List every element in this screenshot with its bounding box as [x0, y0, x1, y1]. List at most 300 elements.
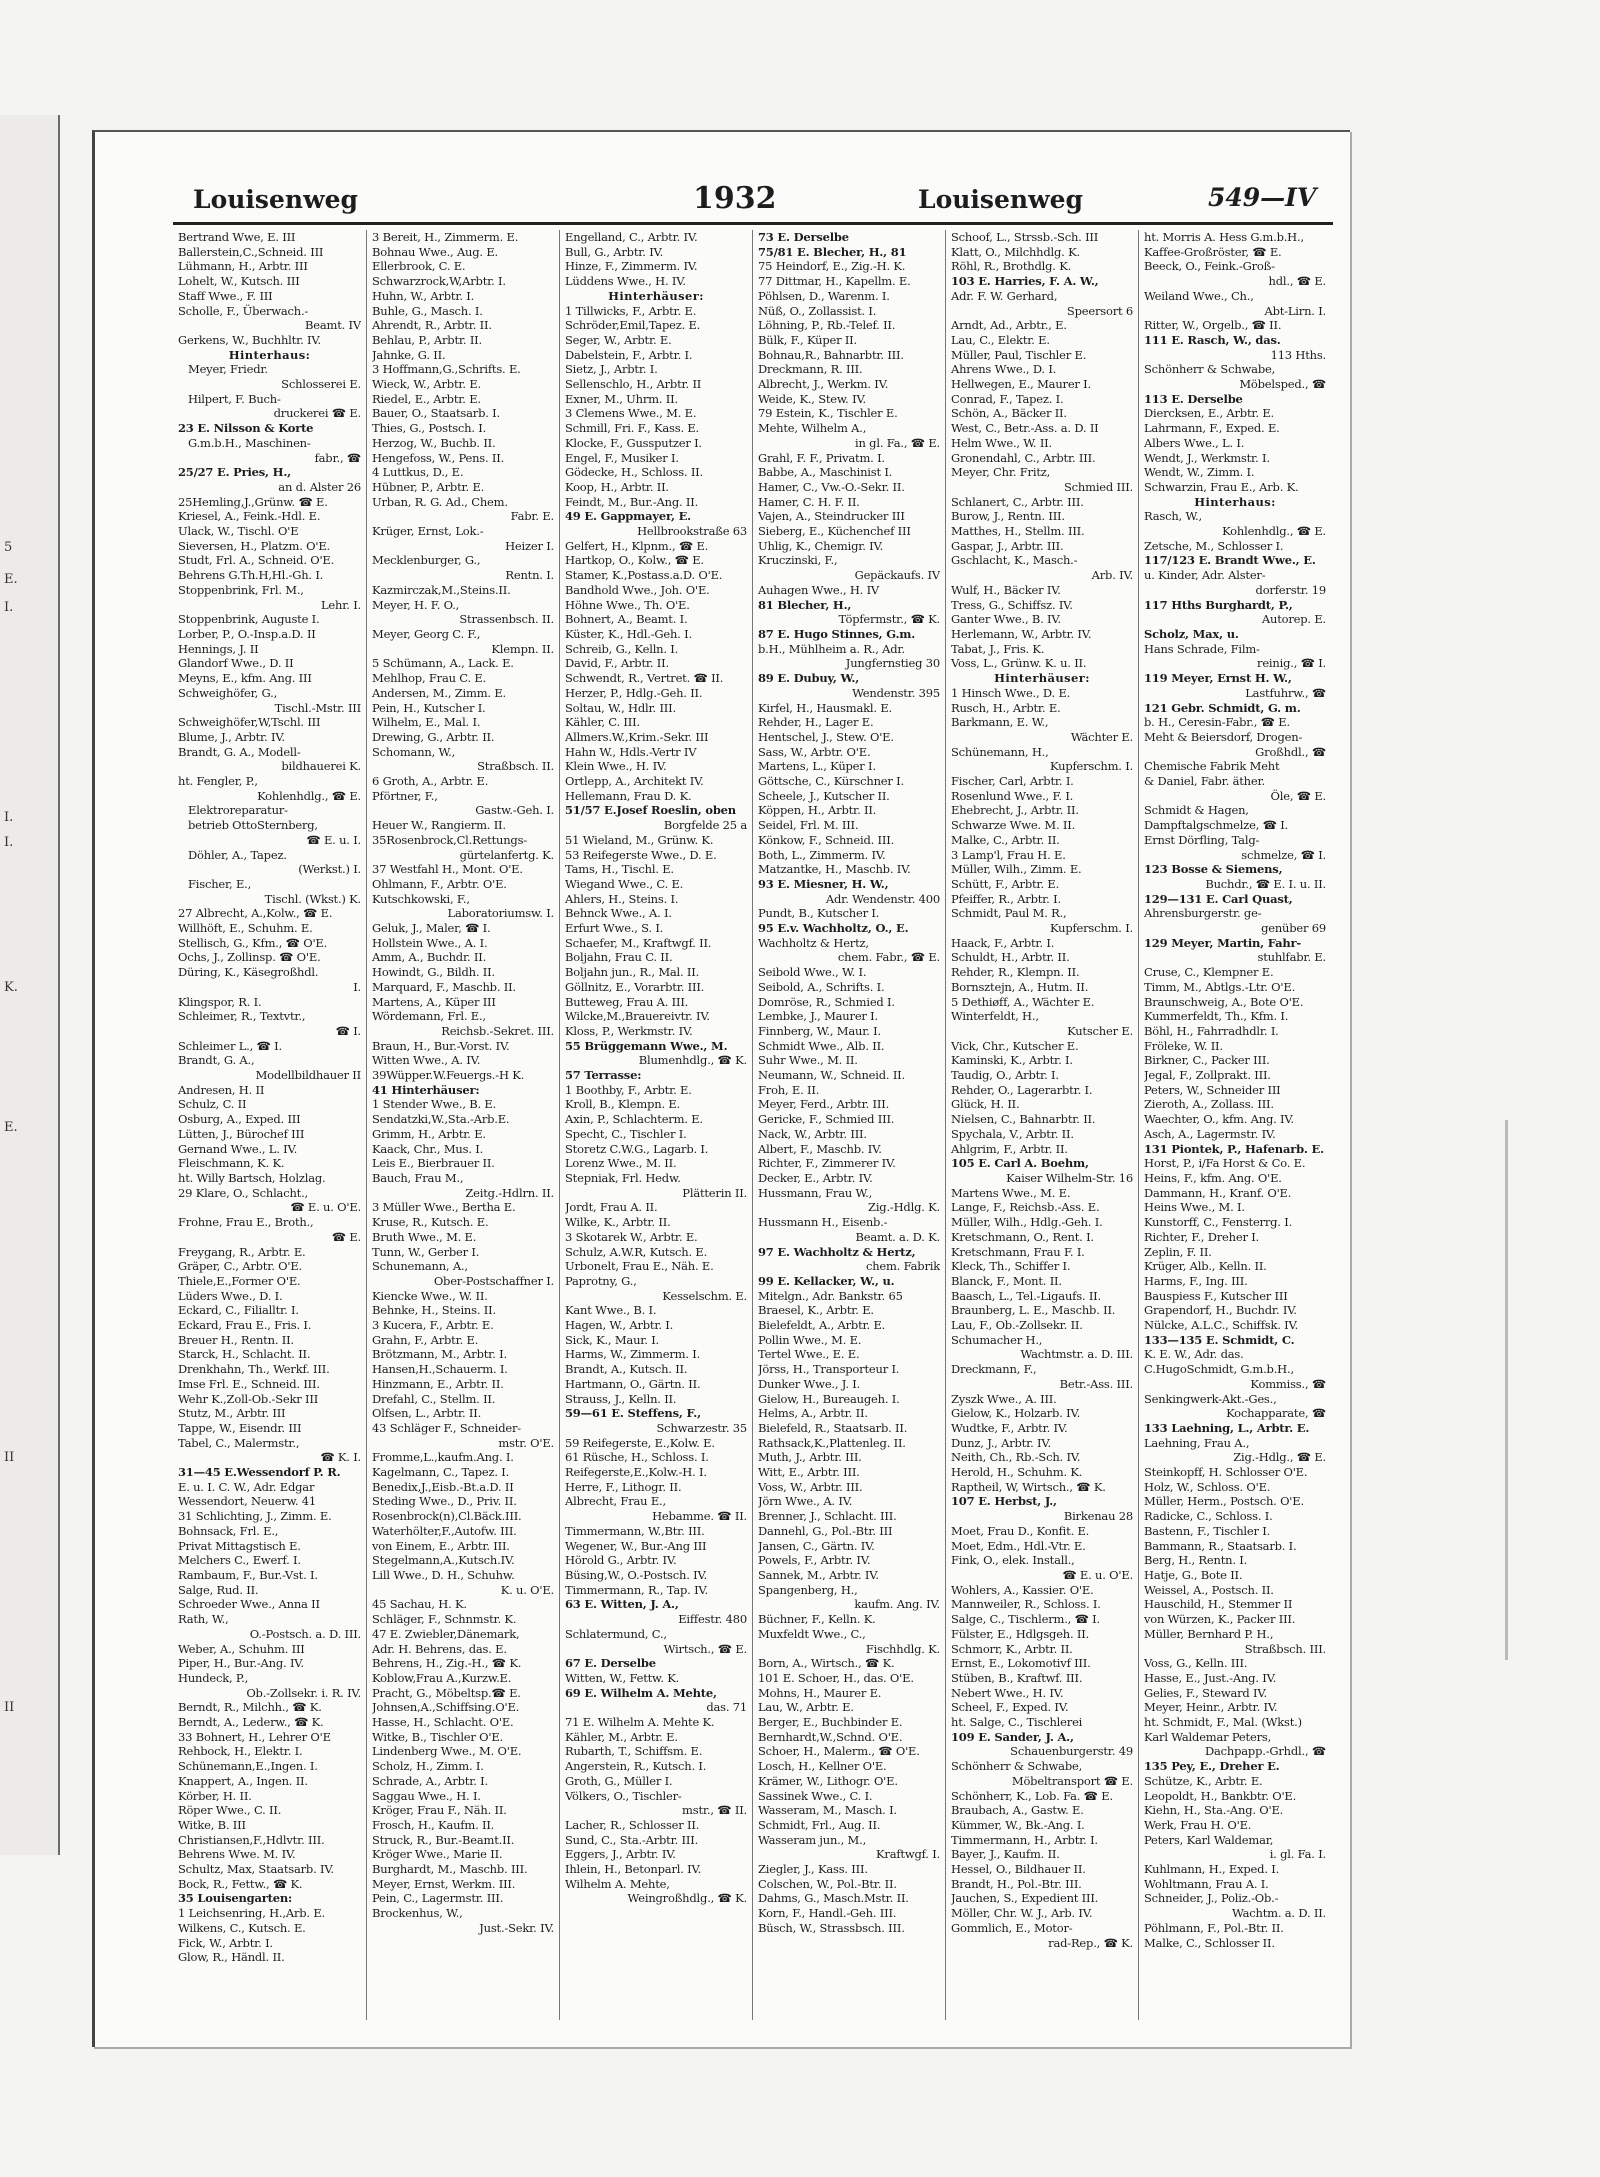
directory-entry: Herre, F., Lithogr. II. [565, 1479, 682, 1494]
directory-entry: Hellwegen, E., Maurer I. [951, 377, 1091, 392]
directory-entry: Könkow, F., Schneid. III. [758, 832, 895, 847]
directory-entry: Hilpert, F. Buch- [188, 391, 281, 406]
directory-entry: Richter, F., Zimmerer IV. [758, 1156, 896, 1171]
directory-entry: Starck, H., Schlacht. II. [178, 1347, 311, 1362]
directory-entry: Burghardt, M., Maschb. III. [372, 1862, 528, 1877]
directory-entry: Buhle, G., Masch. I. [372, 303, 483, 318]
directory-entry: Schuldt, H., Arbtr. II. [951, 950, 1070, 965]
directory-entry: Nebert Wwe., H. IV. [951, 1685, 1064, 1700]
directory-entry: Wilcke,M.,Brauereivtr. IV. [565, 1009, 710, 1024]
directory-entry: Chemische Fabrik Meht [1144, 759, 1280, 774]
directory-entry: Hübner, P., Arbtr. E. [372, 479, 485, 494]
directory-entry: Ahrendt, R., Arbtr. II. [372, 318, 492, 333]
directory-entry: Braesel, K., Arbtr. E. [758, 1303, 874, 1318]
directory-entry: Gommlich, E., Motor- [951, 1920, 1073, 1935]
directory-entry: Angerstein, R., Kutsch. I. [565, 1759, 707, 1774]
directory-entry: Waterhölter,F.,Autofw. III. [372, 1523, 517, 1538]
directory-entry: Grimm, H., Arbtr. E. [372, 1126, 486, 1141]
directory-entry: Eckard, C., Filialltr. I. [178, 1303, 299, 1318]
directory-entry: Büsing,W., O.-Postsch. IV. [565, 1567, 708, 1582]
directory-entry: 79 Estein, K., Tischler E. [758, 406, 898, 421]
directory-entry: Rehder, R., Klempn. II. [951, 965, 1080, 980]
directory-entry: Glück, H. II. [951, 1097, 1020, 1112]
directory-entry: Pfeiffer, R., Arbtr. I. [951, 891, 1061, 906]
directory-entry: Buchdr., ☎ E. I. u. II. [1205, 876, 1326, 891]
directory-entry: Bertrand Wwe, E. III [178, 230, 296, 244]
directory-entry: Hentschel, J., Stew. O'E. [758, 729, 894, 744]
directory-entry: Groth, G., Müller I. [565, 1773, 673, 1788]
directory-entry: 3 Lamp'l, Frau H. E. [951, 847, 1066, 862]
directory-entry: betrieb OttoSternberg, [188, 818, 318, 833]
directory-entry: Wiegand Wwe., C. E. [565, 876, 684, 891]
directory-entry: Meyer, Friedr. [188, 362, 268, 377]
directory-entry: Stüben, B., Kraftwf. III. [951, 1670, 1083, 1685]
directory-entry: Rehder, H., Lager E. [758, 715, 874, 730]
directory-entry: Holz, W., Schloss. O'E. [1144, 1479, 1271, 1494]
directory-entry: Brenner, J., Schlacht. III. [758, 1509, 897, 1524]
directory-entry: Burow, J., Rentn. III. [951, 509, 1065, 524]
directory-entry: 129—131 E. Carl Quast, [1144, 891, 1293, 906]
facing-page-fragment: I. [4, 810, 14, 825]
directory-entry: genüber 69 [1261, 921, 1326, 936]
directory-entry: Moet, Edm., Hdl.-Vtr. E. [951, 1538, 1086, 1553]
directory-entry: Klempn. II. [491, 641, 554, 656]
directory-entry: Wasseram, M., Masch. I. [758, 1803, 897, 1818]
directory-entry: Domröse, R., Schmied I. [758, 994, 895, 1009]
directory-entry: Röper Wwe., C. II. [178, 1803, 282, 1818]
directory-entry: Ritter, W., Orgelb., ☎ II. [1144, 318, 1282, 333]
directory-entry: Kröger, Frau F., Näh. II. [372, 1803, 507, 1818]
directory-entry: Herzog, W., Buchb. II. [372, 435, 496, 450]
directory-entry: Ihlein, H., Betonparl. IV. [565, 1862, 702, 1877]
directory-entry: Hans Schrade, Film- [1144, 641, 1260, 656]
directory-entry: I. [353, 979, 361, 994]
directory-entry: 113 Hths. [1270, 347, 1326, 362]
directory-entry: 117/123 E. Brandt Wwe., E. [1144, 553, 1316, 568]
directory-entry: 133—135 E. Schmidt, C. [1144, 1332, 1295, 1347]
directory-entry: Schwarzrock,W,Arbtr. I. [372, 274, 506, 289]
directory-entry: Schleimer L., ☎ I. [178, 1038, 282, 1053]
directory-entry: Stegelmann,A.,Kutsch.IV. [372, 1553, 515, 1568]
directory-entry: Drewing, G., Arbtr. II. [372, 729, 495, 744]
directory-entry: Frohne, Frau E., Broth., [178, 1215, 314, 1230]
directory-entry: Schmidt, Paul M. R., [951, 906, 1067, 921]
directory-entry: Timmermann, R., Tap. IV. [565, 1582, 708, 1597]
directory-entry: Witke, B. III [178, 1817, 246, 1832]
directory-entry: Jordt, Frau A. II. [565, 1200, 658, 1215]
directory-entry: Bastenn, F., Tischler I. [1144, 1523, 1271, 1538]
directory-entry: Braubach, A., Gastw. E. [951, 1803, 1084, 1818]
directory-entry: Boljahn jun., R., Mal. II. [565, 965, 700, 980]
directory-entry: Nülcke, A.L.C., Schiffsk. IV. [1144, 1318, 1299, 1333]
directory-entry: Nack, W., Arbtr. III. [758, 1126, 867, 1141]
directory-entry: Kutschkowski, F., [372, 891, 470, 906]
directory-entry: Lorber, P., O.-Insp.a.D. II [178, 626, 316, 641]
directory-entry: Behrens Wwe. M. IV. [178, 1847, 296, 1862]
directory-entry: Göttsche, C., Kürschner I. [758, 774, 904, 789]
directory-entry: Schmill, Fri. F., Kass. E. [565, 421, 700, 436]
directory-entry: Frosch, H., Kaufm. II. [372, 1817, 495, 1832]
directory-entry: Behnke, H., Steins. II. [372, 1303, 496, 1318]
directory-entry: schmelze, ☎ I. [1241, 847, 1326, 862]
directory-entry: Küster, K., Hdl.-Geh. I. [565, 626, 692, 641]
directory-entry: 77 Dittmar, H., Kapellm. E. [758, 274, 911, 289]
directory-entry: Sieversen, H., Platzm. O'E. [178, 538, 330, 553]
directory-entry: Freygang, R., Arbtr. E. [178, 1244, 306, 1259]
directory-entry: 113 E. Derselbe [1144, 391, 1243, 406]
directory-entry: Cruse, C., Klempner E. [1144, 965, 1274, 980]
directory-entry: E. u. I. C. W., Adr. Edgar [178, 1479, 315, 1494]
directory-entry: Mecklenburger, G., [372, 553, 481, 568]
directory-entry: Bohnau Wwe., Aug. E. [372, 244, 498, 259]
directory-entry: Tischl. (Wkst.) K. [264, 891, 361, 906]
directory-entry: 99 E. Kellacker, W., u. [758, 1273, 895, 1288]
directory-entry: & Daniel, Fabr. äther. [1144, 774, 1265, 789]
directory-entry: Schroeder Wwe., Anna II [178, 1597, 320, 1612]
directory-entry: 69 E. Wilhelm A. Mehte, [565, 1685, 717, 1700]
directory-entry: Staff Wwe., F. III [178, 288, 273, 303]
directory-entry: Ernst Dörfling, Talg- [1144, 832, 1260, 847]
directory-entry: 121 Gebr. Schmidt, G. m. [1144, 700, 1301, 715]
directory-entry: Autorep. E. [1261, 612, 1326, 627]
directory-entry: Lau, F., Ob.-Zollsekr. II. [951, 1318, 1083, 1333]
directory-entry: Fischer, Carl, Arbtr. I. [951, 774, 1074, 789]
directory-entry: Jauchen, S., Expedient III. [951, 1891, 1099, 1906]
directory-entry: Hinze, F., Zimmerm. IV. [565, 259, 698, 274]
directory-entry: b.H., Mühlheim a. R., Adr. [758, 641, 905, 656]
directory-entry: Pundt, B., Kutscher I. [758, 906, 880, 921]
directory-entry: 133 Laehning, L., Arbtr. E. [1144, 1420, 1310, 1435]
directory-entry: 3 Kucera, F., Arbtr. E. [372, 1318, 494, 1333]
directory-entry: Harms, F., Ing. III. [1144, 1273, 1248, 1288]
directory-entry: Mannweiler, R., Schloss. I. [951, 1597, 1101, 1612]
directory-entry: 67 E. Derselbe [565, 1656, 656, 1671]
directory-entry: 119 Meyer, Ernst H. W., [1144, 671, 1292, 686]
directory-entry: 41 Hinterhäuser: [372, 1082, 480, 1097]
directory-entry: Töpfermstr., ☎ K. [838, 612, 940, 627]
facing-page-fragment: E. [4, 572, 18, 587]
directory-entry: 63 E. Witten, J. A., [565, 1597, 679, 1612]
directory-entry: Völkers, O., Tischler- [565, 1788, 682, 1803]
directory-entry: Büchner, F., Kelln. K. [758, 1612, 876, 1627]
directory-entry: Laehning, Frau A., [1144, 1435, 1250, 1450]
directory-entry: Blumenhdlg., ☎ K. [638, 1053, 747, 1068]
page-header [173, 177, 1333, 217]
directory-entry: Jörn Wwe., A. IV. [758, 1494, 853, 1509]
directory-entry: mstr. O'E. [498, 1435, 554, 1450]
directory-entry: Ulack, W., Tischl. O'E [178, 524, 299, 539]
directory-entry: Schmorr, K., Arbtr. II. [951, 1641, 1073, 1656]
directory-entry: Pracht, G., Möbeltsp.☎ E. [372, 1685, 521, 1700]
directory-column-3 [559, 230, 752, 2020]
directory-entry: Möbeltransport ☎ E. [1011, 1773, 1133, 1788]
directory-entry: Senkingwerk-Akt.-Ges., [1144, 1391, 1277, 1406]
directory-entry: Wudtke, F., Arbtr. IV. [951, 1420, 1068, 1435]
directory-entry: 49 E. Gappmayer, E. [565, 509, 691, 524]
directory-entry: stuhlfabr. E. [1257, 950, 1326, 965]
directory-entry: 31—45 E.Wessendorf P. R. [178, 1465, 341, 1480]
directory-entry: Decker, E., Arbtr. IV. [758, 1171, 873, 1185]
directory-entry: Meht & Beiersdorf, Drogen- [1144, 729, 1303, 744]
directory-entry: Beeck, O., Feink.-Groß- [1144, 259, 1275, 274]
directory-entry: Dahms, G., Masch.Mstr. II. [758, 1891, 909, 1906]
directory-entry: Adr. Wendenstr. 400 [825, 891, 940, 906]
directory-entry: 97 E. Wachholtz & Hertz, [758, 1244, 916, 1259]
directory-entry: Kiehn, H., Sta.-Ang. O'E. [1144, 1803, 1284, 1818]
directory-entry: Schultz, Max, Staatsarb. IV. [178, 1862, 334, 1877]
directory-entry: Imse Frl. E., Schneid. III. [178, 1376, 320, 1391]
facing-page-fragment: I. [4, 835, 14, 850]
directory-entry: Sass, W., Arbtr. O'E. [758, 744, 871, 759]
directory-entry: Bülk, F., Küper II. [758, 332, 857, 347]
directory-entry: Andresen, H. II [178, 1082, 265, 1097]
directory-entry: Hussmann H., Eisenb.- [758, 1215, 888, 1230]
directory-entry: Helm Wwe., W. II. [951, 435, 1052, 450]
directory-entry: 55 Brüggemann Wwe., M. [565, 1038, 728, 1053]
directory-entry: Beamt. IV [305, 318, 361, 333]
directory-entry: Behlau, P., Arbtr. II. [372, 332, 482, 347]
directory-entry: David, F., Arbtr. II. [565, 656, 669, 671]
directory-entry: gürtelanfertg. K. [459, 847, 554, 862]
directory-entry: Timmermann, W.,Btr. III. [565, 1523, 705, 1538]
directory-entry: Korn, F., Handl.-Geh. III. [758, 1906, 897, 1921]
directory-entry: Gerkens, W., Buchhltr. IV. [178, 332, 321, 347]
directory-entry: Haack, F., Arbtr. I. [951, 935, 1055, 950]
directory-entry: Behrens G.Th.H,Hl.-Gh. I. [178, 568, 324, 583]
directory-entry: 5 Dethiøff, A., Wächter E. [951, 994, 1095, 1009]
directory-entry: Müller, Wilh., Hdlg.-Geh. I. [951, 1215, 1103, 1230]
directory-entry: 73 E. Derselbe [758, 230, 849, 244]
directory-entry: Kähler, C. III. [565, 715, 640, 730]
directory-entry: 101 E. Schoer, H., das. O'E. [758, 1670, 914, 1685]
directory-entry: 3 Bereit, H., Zimmerm. E. [372, 230, 519, 244]
directory-entry: Höhne Wwe., Th. O'E. [565, 597, 690, 612]
directory-entry: Meyer, Ernst, Werkm. III. [372, 1876, 516, 1891]
directory-entry: Finnberg, W., Maur. I. [758, 1023, 881, 1038]
directory-entry: Malke, C., Schlosser II. [1144, 1935, 1275, 1950]
directory-entry: Albers Wwe., L. I. [1144, 435, 1245, 450]
directory-entry: Schmidt Wwe., Alb. II. [758, 1038, 885, 1053]
directory-entry: Seibold, A., Schrifts. I. [758, 979, 885, 994]
directory-entry: Braunschweig, A., Bote O'E. [1144, 994, 1304, 1009]
directory-entry: 4 Luttkus, D., E. [372, 465, 464, 480]
directory-entry: Hamer, C., Vw.-O.-Sekr. II. [758, 479, 905, 494]
directory-entry: Dannehl, G., Pol.-Btr. III [758, 1523, 893, 1538]
directory-entry: Bernhardt,W.,Schnd. O'E. [758, 1729, 903, 1744]
directory-entry: Gernand Wwe., L. IV. [178, 1141, 298, 1156]
directory-entry: Bielefeldt, A., Arbtr. E. [758, 1318, 886, 1333]
directory-entry: Modellbildhauer II [255, 1068, 361, 1083]
directory-entry: Lembke, J., Maurer I. [758, 1009, 878, 1024]
directory-entry: Ochs, J., Zollinsp. ☎ O'E. [178, 950, 321, 965]
directory-entry: Bruth Wwe., M. E. [372, 1229, 477, 1244]
directory-entry: Neith, Ch., Rb.-Sch. IV. [951, 1450, 1081, 1465]
directory-entry: Gräper, C., Arbtr. O'E. [178, 1259, 302, 1274]
directory-entry: Tappe, W., Eisendr. III [178, 1420, 302, 1435]
directory-entry: Schaefer, M., Kraftwgf. II. [565, 935, 712, 950]
page-number: 549—IV [1208, 183, 1317, 212]
directory-entry: Feindt, M., Bur.-Ang. II. [565, 494, 699, 509]
directory-entry: Lacher, R., Schlosser II. [565, 1817, 700, 1832]
facing-page-fragment: II [4, 1450, 15, 1465]
directory-entry: C.HugoSchmidt, G.m.b.H., [1144, 1362, 1294, 1377]
directory-entry: Kroll, B., Klempn. E. [565, 1097, 681, 1112]
directory-entry: Allmers.W.,Krim.-Sekr. III [565, 729, 709, 744]
directory-entry: Hellbrookstraße 63 [637, 524, 747, 539]
directory-entry: 51/57 E.Josef Roeslin, oben [565, 803, 736, 818]
directory-entry: Froh, E. II. [758, 1082, 820, 1097]
directory-entry: Privat Mittagstisch E. [178, 1538, 301, 1553]
directory-entry: Birkner, C., Packer III. [1144, 1053, 1270, 1068]
facing-page-fragment: K. [4, 980, 18, 995]
directory-entry: Witke, B., Tischler O'E. [372, 1729, 503, 1744]
directory-entry: 27 Albrecht, A.,Kolw., ☎ E. [178, 906, 333, 921]
directory-entry: Gielow, K., Holzarb. IV. [951, 1406, 1081, 1421]
directory-entry: Gaspar, J., Arbtr. III. [951, 538, 1064, 553]
directory-entry: Timm, M., Abtlgs.-Ltr. O'E. [1144, 979, 1296, 994]
directory-entry: Kohlenhdlg., ☎ E. [1222, 524, 1326, 539]
directory-entry: Kuhlmann, H., Exped. I. [1144, 1862, 1280, 1877]
directory-entry: Soltau, W., Hdlr. III. [565, 700, 676, 715]
directory-entry: Kretschmann, Frau F. I. [951, 1244, 1085, 1259]
directory-entry: Schön, A., Bäcker II. [951, 406, 1067, 421]
directory-entry: 5 Schümann, A., Lack. E. [372, 656, 514, 671]
directory-entry: Baasch, L., Tel.-Ligaufs. II. [951, 1288, 1101, 1303]
directory-entry: Moet, Frau D., Konfit. E. [951, 1523, 1090, 1538]
directory-entry: Borgfelde 25 a [663, 818, 747, 833]
directory-entry: Kagelmann, C., Tapez. I. [372, 1465, 510, 1480]
directory-column-4 [752, 230, 945, 2020]
directory-entry: Berndt, R., Milchh., ☎ K. [178, 1700, 322, 1715]
directory-entry: Barkmann, E. W., [951, 715, 1049, 730]
directory-entry: Bandhold Wwe., Joh. O'E. [565, 582, 710, 597]
directory-entry: Stutz, M., Arbtr. III [178, 1406, 286, 1421]
directory-entry: Schmied III. [1063, 479, 1133, 494]
directory-entry: Brockenhus, W., [372, 1906, 463, 1921]
directory-entry: Hasse, E., Just.-Ang. IV. [1144, 1670, 1277, 1685]
facing-page-fragment: I. [4, 600, 14, 615]
directory-entry: in gl. Fa., ☎ E. [855, 435, 940, 450]
directory-entry: Klatt, O., Milchhdlg. K. [951, 244, 1080, 259]
directory-entry: Diercksen, E., Arbtr. E. [1144, 406, 1274, 421]
directory-entry: Dabelstein, F., Arbtr. I. [565, 347, 693, 362]
directory-entry: Zig.-Hdlg., ☎ E. [1233, 1450, 1326, 1465]
directory-entry: Jörss, H., Transporteur I. [758, 1362, 900, 1377]
directory-entry: b. H., Ceresin-Fabr., ☎ E. [1144, 715, 1290, 730]
directory-entry: Butteweg, Frau A. III. [565, 994, 689, 1009]
directory-entry: Wirtsch., ☎ E. [663, 1641, 747, 1656]
directory-entry: Rambaum, F., Bur.-Vst. I. [178, 1567, 318, 1582]
directory-entry: Struck, R., Bur.-Beamt.II. [372, 1832, 515, 1847]
directory-entry: Studt, Frl. A., Schneid. O'E. [178, 553, 335, 568]
directory-entry: Ahrens Wwe., D. I. [951, 362, 1057, 377]
directory-entry: Gelfert, H., Klpnm., ☎ E. [565, 538, 709, 553]
directory-entry: Seidel, Frl. M. III. [758, 818, 859, 833]
directory-entry: Scholz, Max, u. [1144, 626, 1239, 641]
directory-entry: Powels, F., Arbtr. IV. [758, 1553, 871, 1568]
directory-entry: Jansen, C., Gärtn. IV. [758, 1538, 875, 1553]
directory-entry: Thies, G., Postsch. I. [372, 421, 487, 436]
directory-entry: Voss, G., Kelln. III. [1144, 1656, 1248, 1671]
directory-entry: Harms, W., Zimmerm. I. [565, 1347, 701, 1362]
directory-entry: Heizer I. [505, 538, 554, 553]
directory-entry: Gericke, F., Schmied III. [758, 1112, 895, 1127]
directory-entry: Heins, F., kfm. Ang. O'E. [1144, 1171, 1282, 1185]
directory-entry: Hörold G., Arbtr. IV. [565, 1553, 677, 1568]
directory-entry: Grahl, F. F., Privatm. I. [758, 450, 885, 465]
directory-entry: Brandt, G. A., Modell- [178, 744, 301, 759]
directory-entry: 81 Blecher, H., [758, 597, 852, 612]
directory-entry: 107 E. Herbst, J., [951, 1494, 1057, 1509]
directory-entry: Kaffee-Großröster, ☎ E. [1144, 244, 1282, 259]
directory-entry: 131 Piontek, P., Hafenarb. E. [1144, 1141, 1324, 1156]
directory-entry: Lau, W., Arbtr. E. [758, 1700, 854, 1715]
directory-entry: Babbe, A., Maschinist I. [758, 465, 893, 480]
header-rule [173, 222, 1333, 225]
directory-entry: 31 Schlichting, J., Zimm. E. [178, 1509, 332, 1524]
directory-entry: Ahrensburgerstr. ge- [1144, 906, 1262, 921]
directory-entry: Karl Waldemar Peters, [1144, 1729, 1272, 1744]
directory-entry: Martens, A., Küper III [372, 994, 496, 1009]
directory-entry: 3 Skotarek W., Arbtr. E. [565, 1229, 698, 1244]
directory-entry: Gepäckaufs. IV [854, 568, 940, 583]
directory-entry: ht. Willy Bartsch, Holzlag. [178, 1171, 326, 1185]
directory-entry: 47 E. Zwiebler,Dänemark, [372, 1626, 520, 1641]
directory-entry: Engelland, C., Arbtr. IV. [565, 230, 698, 244]
directory-entry: Müller, Bernhard P. H., [1144, 1626, 1274, 1641]
directory-entry: Pein, C., Lagermstr. III. [372, 1891, 504, 1906]
directory-entry: Kunstorff, C., Fensterrg. I. [1144, 1215, 1293, 1230]
directory-entry: Nüß, O., Zollassist. I. [758, 303, 877, 318]
directory-entry: Spangenberg, H., [758, 1582, 858, 1597]
directory-entry: Dachpapp.-Grhdl., ☎ [1204, 1744, 1326, 1759]
directory-entry: Losch, H., Kellner O'E. [758, 1759, 887, 1774]
directory-entry: Kröger Wwe., Marie II. [372, 1847, 503, 1862]
directory-entry: Gschlacht, K., Masch.- [951, 553, 1078, 568]
directory-columns [173, 230, 1333, 2020]
directory-entry: Tress, G., Schiffsz. IV. [951, 597, 1073, 612]
directory-entry: Kesselschm. E. [662, 1288, 747, 1303]
directory-entry: Asch, A., Lagermstr. IV. [1144, 1126, 1276, 1141]
directory-entry: Ballerstein,C.,Schneid. III [178, 244, 324, 259]
directory-entry: 89 E. Dubuy, W., [758, 671, 860, 686]
directory-entry: Hansen,H.,Schauerm. I. [372, 1362, 508, 1377]
directory-entry: Wachtm. a. D. II. [1232, 1906, 1326, 1921]
directory-entry: Düring, K., Käsegroßhdl. [178, 965, 319, 980]
directory-entry: Schulz, C. II [178, 1097, 247, 1112]
directory-entry: Stepniak, Frl. Hedw. [565, 1171, 681, 1185]
directory-entry: Suhr Wwe., M. II. [758, 1053, 858, 1068]
directory-entry: Rentn. I. [505, 568, 554, 583]
directory-entry: 103 E. Harries, F. A. W., [951, 274, 1099, 289]
directory-entry: Fick, W., Arbtr. I. [178, 1935, 273, 1950]
directory-entry: Ohlmann, F., Arbtr. O'E. [372, 876, 507, 891]
directory-entry: Schläger, F., Schnmstr. K. [372, 1612, 517, 1627]
directory-entry: West, C., Betr.-Ass. a. D. II [951, 421, 1099, 436]
directory-entry: Uhlig, K., Chemigr. IV. [758, 538, 884, 553]
header-street-left: Louisenweg [193, 185, 358, 214]
directory-entry: Wächter E. [1070, 729, 1133, 744]
directory-entry: Braunberg, L. E., Maschb. II. [951, 1303, 1116, 1318]
directory-entry: Lehr. I. [321, 597, 361, 612]
directory-entry: Drenkhahn, Th., Werkf. III. [178, 1362, 330, 1377]
directory-entry: Ernst, E., Lokomotivf III. [951, 1656, 1091, 1671]
directory-entry: ☎ E. u. O'E. [290, 1200, 361, 1215]
directory-entry: Benedix,J.,Eisb.-Bt.a.D. II [372, 1479, 514, 1494]
directory-entry: Schwarze Wwe. M. II. [951, 818, 1076, 833]
directory-entry: Drefahl, C., Stellm. II. [372, 1391, 496, 1406]
directory-entry: Wendt, J., Werkmstr. I. [1144, 450, 1270, 465]
